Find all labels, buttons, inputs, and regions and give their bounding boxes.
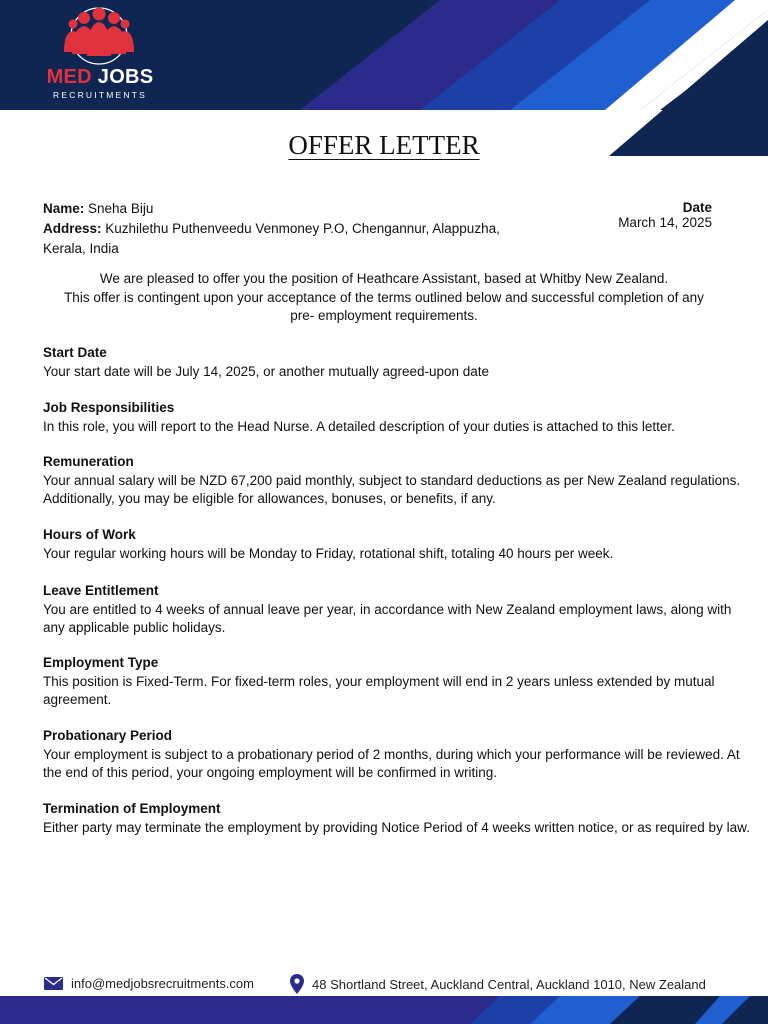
section-body: Your annual salary will be NZD 67,200 paid monthly, subject to standard deductions as per New Zealand regulations. Additionally, you may be eligible for allowances, bonuses, or benefits, if any. (43, 472, 741, 506)
section-body: Your regular working hours will be Monday to Friday, rotational shift, totaling 40 hours per week. (43, 545, 614, 561)
date-label: Date (682, 200, 712, 215)
name-label: Name: (43, 201, 85, 216)
document-title: OFFER LETTER (288, 130, 480, 160)
section-heading: Probationary Period (43, 728, 173, 743)
section-body: You are entitled to 4 weeks of annual leave per year, in accordance with New Zealand employment laws, along with any applicable public holidays. (43, 601, 732, 635)
address-label: Address: (43, 221, 102, 236)
brand-name (40, 66, 160, 89)
section-heading: Termination of Employment (43, 801, 221, 816)
recipient-block (43, 199, 543, 259)
section-heading: Job Responsibilities (43, 400, 175, 415)
envelope-icon (44, 977, 63, 990)
section-heading: Leave Entitlement (43, 583, 159, 598)
section-body: Your start date will be July 14, 2025, or another mutually agreed-upon date (43, 363, 490, 379)
intro-line3: pre- employment requirements. (290, 308, 478, 323)
footer-email-text[interactable]: info@medjobsrecruitments.com (71, 976, 254, 991)
section-heading: Employment Type (43, 655, 159, 670)
section-body: In this role, you will report to the Head Nurse. A detailed description of your duties is attached to this letter. (43, 418, 675, 434)
section-heading: Remuneration (43, 454, 134, 469)
section-remuneration (43, 453, 755, 509)
brand-name-med: MED (46, 66, 92, 88)
section-job-responsibilities (43, 399, 755, 436)
recipient-address-line (43, 219, 543, 239)
section-probationary-period (43, 727, 755, 783)
location-pin-icon (290, 974, 304, 994)
recipient-name: Sneha Biju (88, 201, 154, 216)
section-body: Either party may terminate the employment by providing Notice Period of 4 weeks written notice, or as required by law. (43, 819, 750, 835)
section-body: This position is Fixed-Term. For fixed-term roles, your employment will end in 2 years unless extended by mutual agreement. (43, 673, 715, 707)
recipient-address-line1: Kuzhilethu Puthenveedu Venmoney P.O, Chengannur, Alappuzha, (105, 221, 500, 236)
section-body: Your employment is subject to a probationary period of 2 months, during which your performance will be reviewed. At the end of this period, your ongoing employment will be confirmed in writing. (43, 746, 740, 780)
intro-paragraph (30, 270, 738, 326)
footer-address-text: 48 Shortland Street, Auckland Central, Auckland 1010, New Zealand (312, 976, 706, 992)
brand-subtitle: RECRUITMENTS (53, 90, 147, 100)
date-value: March 14, 2025 (618, 215, 712, 230)
footer-address (290, 974, 706, 994)
recipient-address-line2: Kerala, India (43, 241, 119, 256)
intro-line1: We are pleased to offer you the position of Heathcare Assistant, based at Whitby New Zealand. (99, 271, 669, 286)
section-hours-of-work (43, 526, 755, 563)
section-termination (43, 800, 755, 837)
intro-line2: This offer is contingent upon your acceptance of the terms outlined below and successful completion of any (64, 289, 704, 305)
section-heading: Hours of Work (43, 527, 136, 542)
section-heading: Start Date (43, 345, 107, 360)
section-start-date (43, 344, 755, 381)
section-leave-entitlement (43, 582, 755, 638)
brand-name-jobs: JOBS (97, 66, 154, 88)
recipient-name-line (43, 199, 543, 219)
section-employment-type (43, 654, 755, 710)
date-block (600, 200, 712, 230)
footer-email (44, 976, 254, 991)
footer-banner (0, 996, 768, 1024)
